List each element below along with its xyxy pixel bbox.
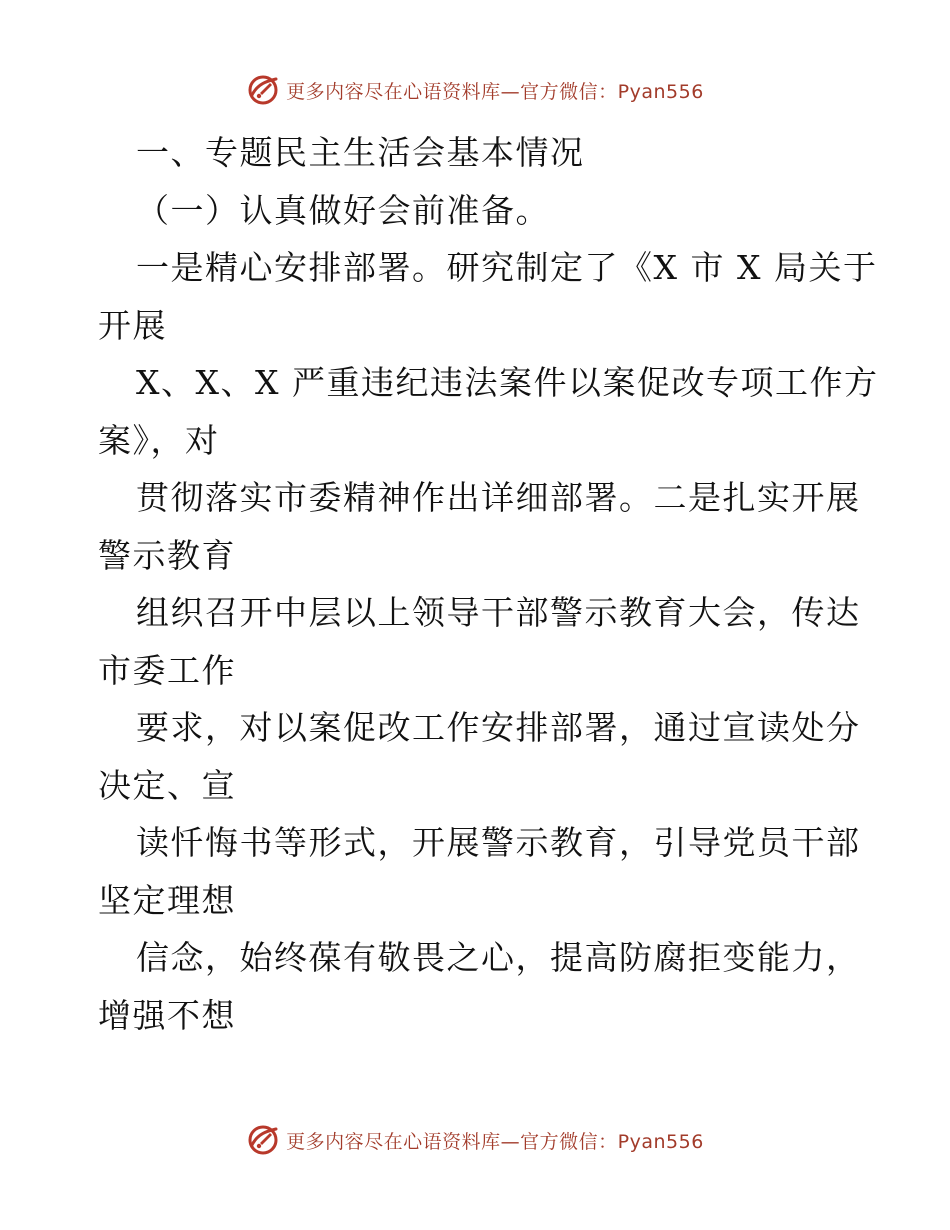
banner-text: 更多内容尽在心语资料库—官方微信：Pyan556 bbox=[286, 80, 704, 103]
paragraph-line: 案》，对 bbox=[98, 420, 220, 460]
paragraph-line: 读忏悔书等形式，开展警示教育，引导党员干部 bbox=[136, 823, 861, 862]
paragraph-line: 坚定理想 bbox=[98, 880, 236, 920]
paragraph-line: 信念，始终葆有敬畏之心，提高防腐拒变能力， bbox=[136, 938, 861, 977]
footer-banner-inner bbox=[246, 1123, 704, 1157]
paragraph-line: 贯彻落实市委精神作出详细部署。二是扎实开展 bbox=[136, 478, 861, 517]
section-heading: 一、专题民主生活会基本情况 bbox=[136, 133, 585, 172]
paragraph-line: 开展 bbox=[98, 305, 167, 345]
header-banner bbox=[0, 70, 950, 110]
footer-banner bbox=[0, 1120, 950, 1160]
paragraph-line: 市委工作 bbox=[98, 650, 236, 690]
pen-swirl-logo-icon bbox=[246, 1123, 280, 1157]
banner-text: 更多内容尽在心语资料库—官方微信：Pyan556 bbox=[286, 1130, 704, 1153]
paragraph-line: X、X、X 严重违纪违法案件以案促改专项工作方 bbox=[136, 363, 879, 402]
paragraph-line: 决定、宣 bbox=[98, 765, 236, 805]
paragraph-line: 要求，对以案促改工作安排部署，通过宣读处分 bbox=[136, 708, 861, 747]
paragraph-line: 增强不想 bbox=[98, 995, 236, 1035]
subsection-heading: （一）认真做好会前准备。 bbox=[136, 190, 550, 230]
paragraph-line: 一是精心安排部署。研究制定了《X 市 X 局关于 bbox=[136, 248, 878, 287]
pen-swirl-logo-icon bbox=[246, 73, 280, 107]
paragraph-line: 警示教育 bbox=[98, 535, 236, 575]
paragraph-line: 组织召开中层以上领导干部警示教育大会，传达 bbox=[136, 593, 861, 632]
document-body bbox=[98, 124, 879, 1044]
header-banner-inner bbox=[246, 73, 704, 107]
